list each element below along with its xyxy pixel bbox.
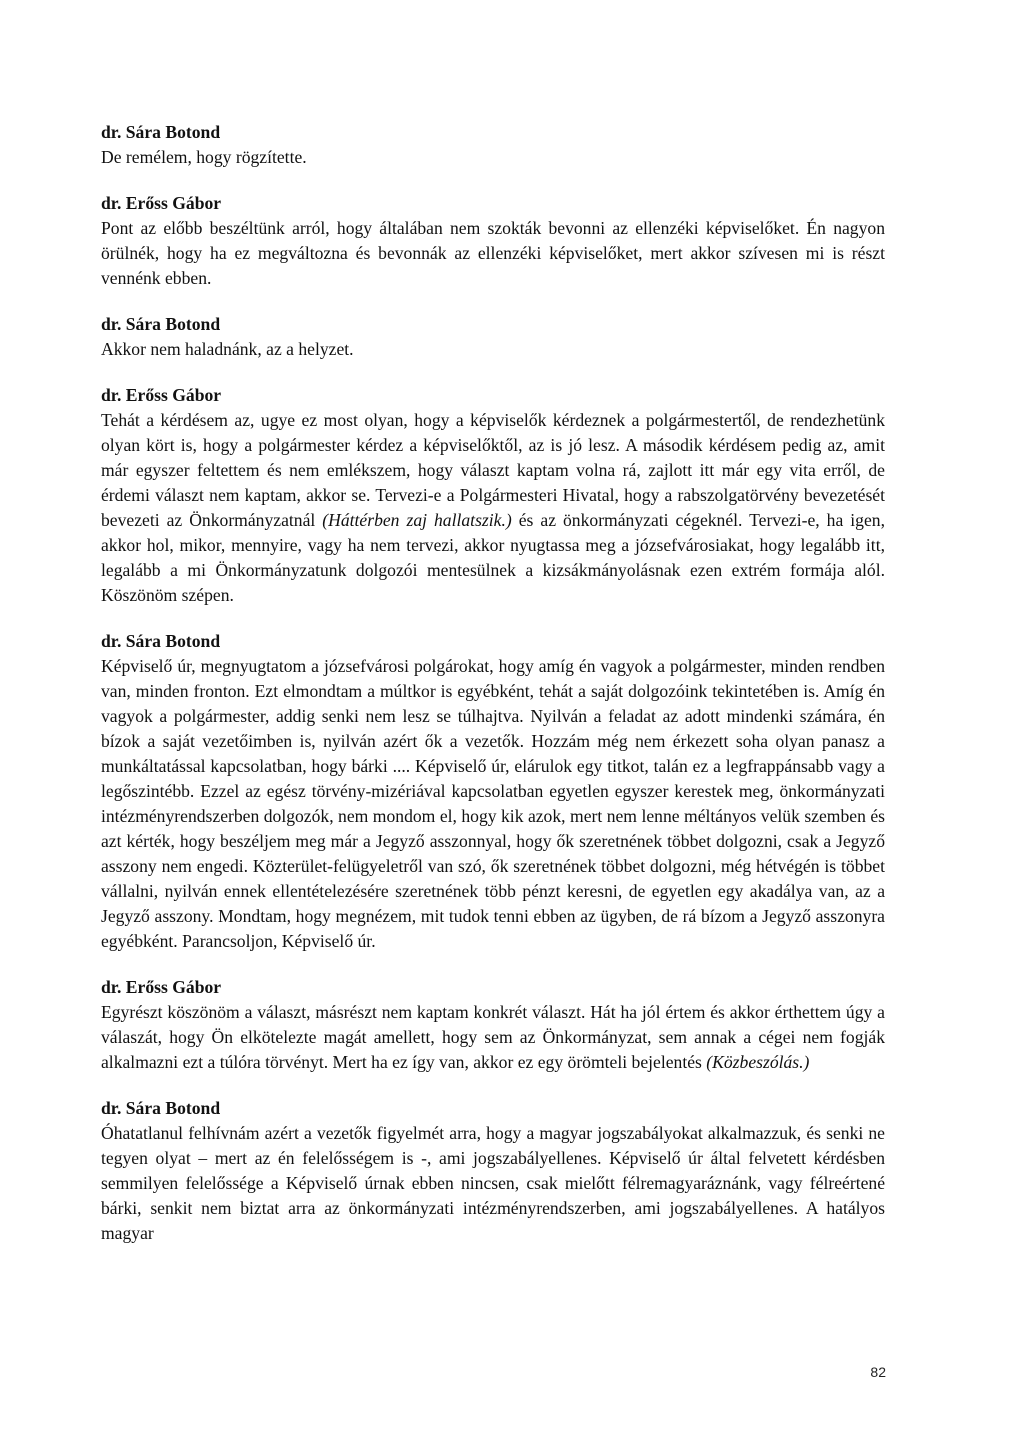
speaker-name: dr. Erőss Gábor [101, 385, 222, 405]
speaker-name: dr. Sára Botond [101, 314, 221, 334]
speech-text [101, 337, 885, 362]
transcript-entry [101, 975, 885, 1075]
document-page [101, 120, 885, 1267]
speech-segment: Tehát a kérdésem az, ugye ez most olyan, hogy a képviselők kérdeznek a polgármestertől, de rendezhetünk olyan kört is, hogy a polgármester kérdez a képviselőktől, az is jó lesz. A második kérdésem pedig az, amit már egyszer feltettem és nem emlékszem, hogy választ kaptam volna rá, zajlott itt már egy vita erről, de érdemi választ nem kaptam, akkor se. Tervezi-e a Polgármesteri Hivatal, hogy a rabszolgatörvény bevezetését bevezeti az Önkormányzatnál [101, 410, 885, 530]
speaker-name: dr. Sára Botond [101, 631, 221, 651]
speaker-name: dr. Erőss Gábor [101, 193, 222, 213]
speech-text [101, 216, 885, 291]
speech-text [101, 145, 885, 170]
speech-segment: Óhatatlanul felhívnám azért a vezetők figyelmét arra, hogy a magyar jogszabályokat alkalmazzuk, és senki ne tegyen olyat – mert az én felelősségem is -, ami jogszabályellenes. Képviselő úr által felvetett kérdésben semmilyen felelőssége a Képviselő úrnak ebben nincsen, csak mielőtt félremagyaráznánk, vagy félreértené bárki, senkit nem biztat arra az önkormányzati intézményrendszerben, ami jogszabályellenes. A hatályos magyar [101, 1123, 885, 1243]
speech-segment: Akkor nem haladnánk, az a helyzet. [101, 339, 354, 359]
speaker-name: dr. Sára Botond [101, 122, 221, 142]
speaker-name: dr. Sára Botond [101, 1098, 221, 1118]
speech-text [101, 654, 885, 954]
speech-segment: Egyrészt köszönöm a választ, másrészt nem kaptam konkrét választ. Hát ha jól értem és akkor érthettem úgy a válaszát, hogy Ön elkötelezte magát amellett, hogy sem az Önkormányzat, sem annak a cégei nem fogják alkalmazni ezt a túlóra törvényt. Mert ha ez így van, akkor ez egy örömteli bejelentés [101, 1002, 885, 1072]
speech-segment: De remélem, hogy rögzítette. [101, 147, 307, 167]
transcript-entry [101, 1096, 885, 1246]
transcript-entry [101, 191, 885, 291]
speech-segment: Képviselő úr, megnyugtatom a józsefvárosi polgárokat, hogy amíg én vagyok a polgármester, minden rendben van, minden fronton. Ezt elmondtam a múltkor is egyébként, tehát a saját dolgozóink tekintetében is. Amíg én vagyok a polgármester, addig senki nem lesz se túlhajtva. Nyilván a feladat az adott mindenki számára, én bízok a saját vezetőimben is, nyilván azért ők a vezetők. Hozzám még nem érkezett soha olyan panasz a munkáltatással kapcsolatban, hogy bárki .... Képviselő úr, elárulok egy titkot, talán ez a legfrappánsabb vagy a legőszintébb. Ezzel az egész törvény-mizériával kapcsolatban egyetlen egyszer kerestek meg, önkormányzati intézményrendszerben dolgozók, nem mondom el, hogy kik azok, mert nem lenne méltányos velük szemben és azt kérték, hogy beszéljem meg már a Jegyző asszonnyal, hogy ők szeretnének többet dolgozni, csak a Jegyző asszony nem engedi. Közterület-felügyeletről van szó, ők szeretnének többet dolgozni, még hétvégén is többet vállalni, nyilván ennek ellentételezésére szeretnének több pénzt keresni, de egyetlen egy akadálya van, az a Jegyző asszony. Mondtam, hogy megnézem, mit tudok tenni ebben az ügyben, de rá bízom a Jegyző asszonyra egyébként. Parancsoljon, Képviselő úr. [101, 656, 885, 951]
stage-direction: (Közbeszólás.) [706, 1052, 810, 1072]
speaker-name: dr. Erőss Gábor [101, 977, 222, 997]
transcript-entry [101, 383, 885, 608]
transcript-entry [101, 120, 885, 170]
transcript-entry [101, 629, 885, 954]
speech-segment: és az önkormányzati cégeknél. Tervezi-e, ha igen, akkor hol, mikor, mennyire, vagy ha nem tervezi, akkor nyugtassa meg a józsefvárosiakat, hogy legalább itt, legalább a mi Önkormányzatunk dolgozói mentesülnek a kizsákmányolásnak ezen extrém formája alól. Köszönöm szépen. [101, 510, 885, 605]
page-number: 82 [870, 1364, 886, 1380]
speech-text [101, 1000, 885, 1075]
stage-direction: (Háttérben zaj hallatszik.) [322, 510, 512, 530]
speech-text [101, 408, 885, 608]
speech-segment: Pont az előbb beszéltünk arról, hogy általában nem szokták bevonni az ellenzéki képviselőket. Én nagyon örülnék, hogy ha ez megváltozna és bevonnák az ellenzéki képviselőket, mert akkor szívesen mi is részt vennénk ebben. [101, 218, 885, 288]
transcript-entry [101, 312, 885, 362]
speech-text [101, 1121, 885, 1246]
